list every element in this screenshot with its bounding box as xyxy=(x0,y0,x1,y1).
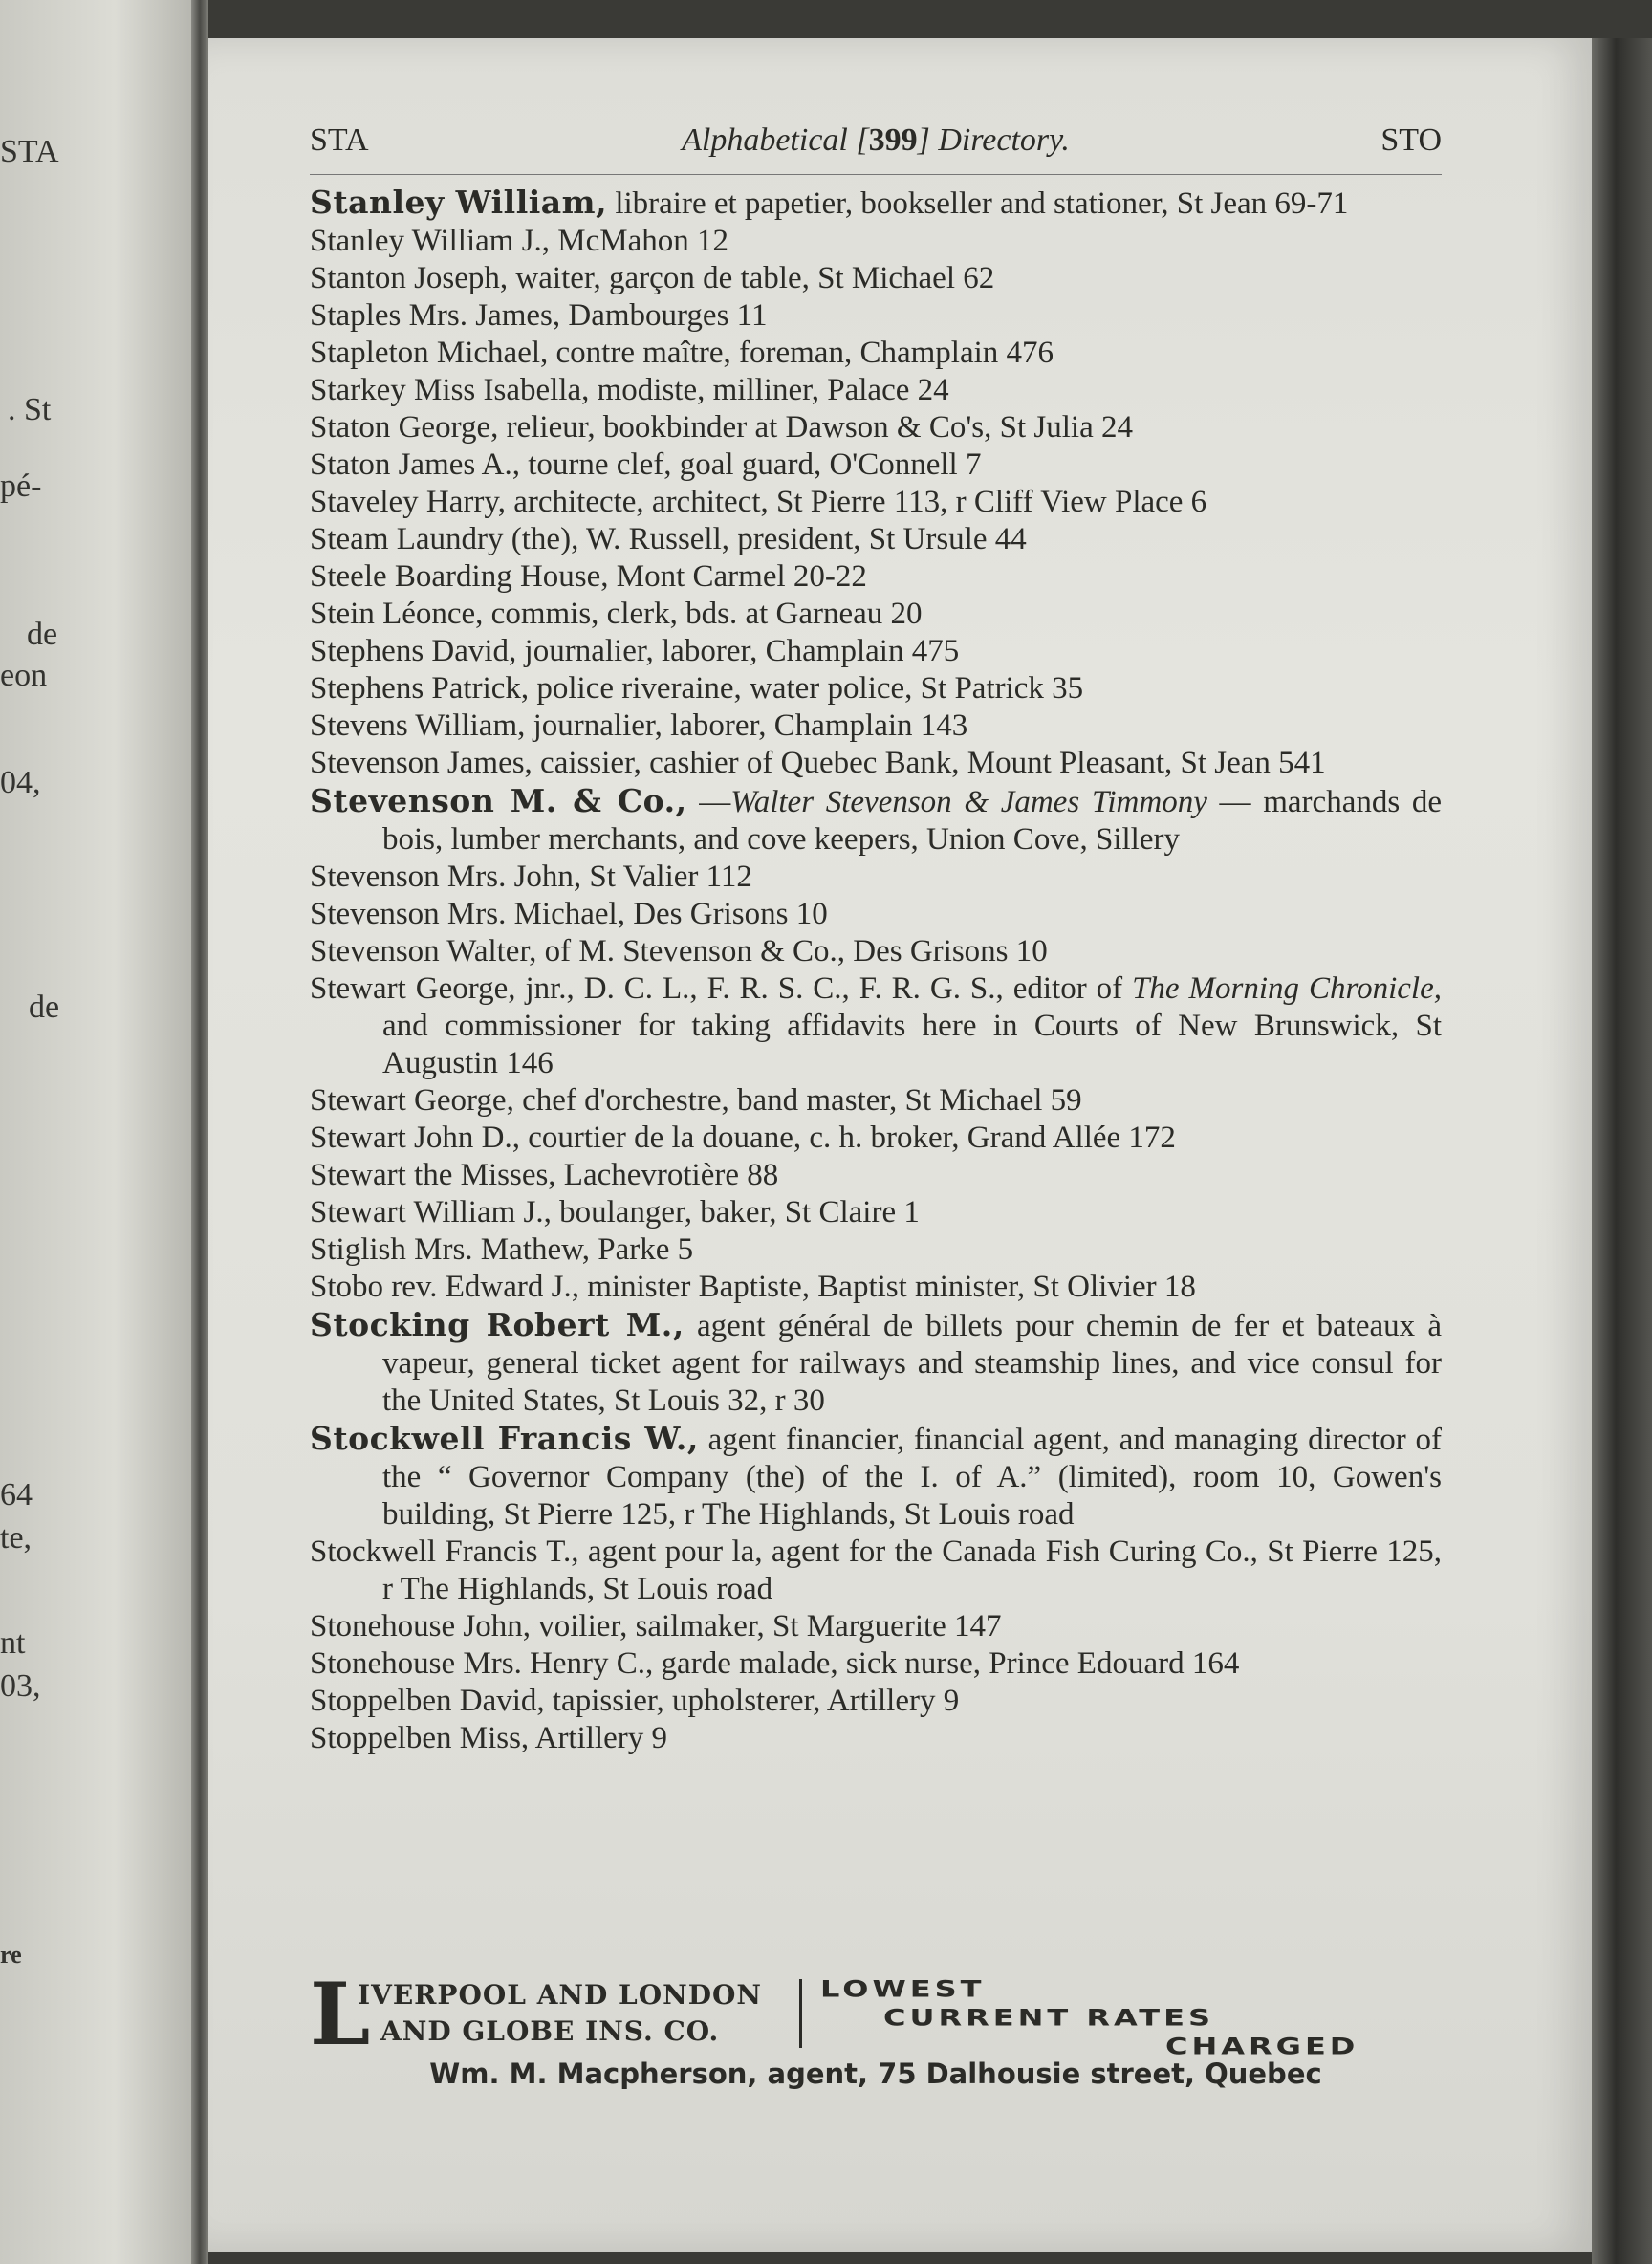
entry-text-after: and commissioner for taking affidavits here in Courts of New Brunswick, St Augustin 146 xyxy=(382,1009,1442,1080)
ad-line-2: AND GLOBE INS. CO. xyxy=(380,2015,720,2047)
entry-text: Stevens William, journalier, laborer, Champlain 143 xyxy=(310,708,968,743)
directory-entry xyxy=(310,1683,1442,1720)
directory-entry xyxy=(310,372,1442,409)
directory-entry xyxy=(310,1645,1442,1683)
header-title-post: ] Directory. xyxy=(917,122,1070,158)
entry-text: Staton George, relieur, bookbinder at Dawson & Co's, St Julia 24 xyxy=(310,410,1133,445)
directory-entry xyxy=(310,670,1442,708)
directory-entries xyxy=(310,184,1442,1757)
entry-text: Staveley Harry, architecte, architect, St Pierre 113, r Cliff View Place 6 xyxy=(310,485,1207,519)
running-header xyxy=(310,122,1442,168)
ad-rates-1: LOWEST xyxy=(820,1975,986,2003)
header-title xyxy=(310,122,1442,159)
facing-page-edge xyxy=(0,0,191,2264)
directory-entry xyxy=(310,1269,1442,1306)
directory-entry xyxy=(310,1534,1442,1608)
entry-name-bold: Stanley William, xyxy=(310,184,608,221)
header-rule xyxy=(310,174,1442,175)
directory-entry xyxy=(310,558,1442,596)
entry-text: Stanley William J., McMahon 12 xyxy=(310,224,729,258)
facing-page-fragment: 04, xyxy=(0,765,41,800)
facing-page-fragment: eon xyxy=(0,658,48,693)
facing-page-fragment: pé- xyxy=(0,468,42,504)
page-number: 399 xyxy=(868,122,918,158)
entry-text: Stobo rev. Edward J., minister Baptiste, Baptist minister, St Olivier 18 xyxy=(310,1270,1196,1304)
entry-text: Steele Boarding House, Mont Carmel 20-22 xyxy=(310,559,867,594)
entry-text: Stapleton Michael, contre maître, foreman, Champlain 476 xyxy=(310,336,1054,370)
entry-text: Stewart the Misses, Lachevrotière 88 xyxy=(310,1158,779,1192)
directory-entry xyxy=(310,409,1442,446)
directory-entry xyxy=(310,708,1442,745)
entry-text: Stein Léonce, commis, clerk, bds. at Garneau 20 xyxy=(310,597,923,631)
entry-text: Stewart George, jnr., D. C. L., F. R. S. C., F. R. G. S., editor of xyxy=(310,971,1133,1006)
directory-entry xyxy=(310,859,1442,896)
directory-entry xyxy=(310,223,1442,260)
entry-text: agent financier, financial agent, and managing director of the “ Governor Company (the) of the I. of A.” (limited), room 10, Gowen's building, St Pierre 125, r The Highlands, St Louis road xyxy=(382,1423,1443,1532)
directory-entry xyxy=(310,1120,1442,1157)
directory-entry xyxy=(310,745,1442,782)
entry-name-bold: Stocking Robert M., xyxy=(310,1306,685,1343)
entry-text: Staples Mrs. James, Dambourges 11 xyxy=(310,298,768,333)
entry-text: Stanton Joseph, waiter, garçon de table, St Michael 62 xyxy=(310,261,995,295)
entry-text: — xyxy=(686,785,731,819)
directory-entry xyxy=(310,896,1442,933)
directory-entry xyxy=(310,1306,1442,1420)
directory-entry xyxy=(310,1194,1442,1231)
directory-entry xyxy=(310,335,1442,372)
directory-entry xyxy=(310,446,1442,484)
entry-text: Stephens David, journalier, laborer, Champlain 475 xyxy=(310,634,960,668)
directory-entry xyxy=(310,297,1442,335)
entry-text: libraire et papetier, bookseller and stationer, St Jean 69-71 xyxy=(607,186,1349,221)
header-title-pre: Alphabetical [ xyxy=(682,122,869,158)
entry-text: Stewart William J., boulanger, baker, St Claire 1 xyxy=(310,1195,920,1230)
facing-page-fragment: re xyxy=(0,1941,22,1969)
directory-entry xyxy=(310,1720,1442,1757)
facing-page-fragment: STA xyxy=(0,134,59,169)
entry-italic: The Morning Chronicle, xyxy=(1132,971,1442,1006)
directory-entry xyxy=(310,521,1442,558)
ad-rates-3: CHARGED xyxy=(1165,2033,1359,2060)
ad-rates-2: CURRENT RATES xyxy=(883,2004,1215,2032)
entry-text: Stiglish Mrs. Mathew, Parke 5 xyxy=(310,1232,694,1267)
ad-initial: L xyxy=(310,1964,371,2065)
entry-text: Stonehouse John, voilier, sailmaker, St Marguerite 147 xyxy=(310,1609,1002,1644)
entry-text: agent général de billets pour chemin de fer et bateaux à vapeur, general ticket agent for railways and steamship lines, and vice consul for the United States, St Louis 32, r 30 xyxy=(382,1309,1443,1418)
facing-page-fragment: te, xyxy=(0,1520,33,1556)
entry-text: Stoppelben David, tapissier, upholsterer, Artillery 9 xyxy=(310,1684,960,1718)
page-edge xyxy=(1592,38,1652,2264)
entry-text: Stevenson James, caissier, cashier of Quebec Bank, Mount Pleasant, St Jean 541 xyxy=(310,746,1326,780)
directory-entry xyxy=(310,1082,1442,1120)
facing-page-fragment: . St xyxy=(8,392,52,427)
ad-line-1: IVERPOOL AND LONDON xyxy=(358,1979,762,2011)
entry-text: Stoppelben Miss, Artillery 9 xyxy=(310,1721,667,1755)
directory-entry xyxy=(310,260,1442,297)
entry-name-bold: Stevenson M. & Co., xyxy=(310,782,687,819)
entry-text: Stephens Patrick, police riveraine, water police, St Patrick 35 xyxy=(310,671,1084,706)
entry-text: Stevenson Mrs. John, St Valier 112 xyxy=(310,860,752,894)
directory-entry xyxy=(310,782,1442,859)
header-right: STO xyxy=(1380,122,1442,158)
entry-text: Stevenson Walter, of M. Stevenson & Co., Des Grisons 10 xyxy=(310,934,1048,969)
book-gutter xyxy=(191,0,208,2264)
entry-name-bold: Stockwell Francis W., xyxy=(310,1420,699,1457)
ad-footer: Wm. M. Macpherson, agent, 75 Dalhousie street, Quebec xyxy=(429,2057,1322,2090)
entry-text: Stevenson Mrs. Michael, Des Grisons 10 xyxy=(310,897,828,931)
facing-page-fragment: 03, xyxy=(0,1668,41,1704)
entry-text-after: — marchands de bois, lumber merchants, and cove keepers, Union Cove, Sillery xyxy=(382,785,1443,857)
facing-page-fragment: de xyxy=(29,990,60,1025)
entry-text: Stockwell Francis T., agent pour la, agent for the Canada Fish Curing Co., St Pierre 125, r The Highlands, St Louis road xyxy=(310,1535,1442,1606)
facing-page-fragment: 64 xyxy=(0,1477,33,1513)
directory-entry xyxy=(310,1157,1442,1194)
facing-page-fragment: nt xyxy=(0,1625,26,1661)
directory-entry xyxy=(310,596,1442,633)
entry-text: Starkey Miss Isabella, modiste, milliner, Palace 24 xyxy=(310,373,949,407)
directory-entry xyxy=(310,484,1442,521)
facing-page-fragment: de xyxy=(27,617,58,652)
entry-text: Stewart John D., courtier de la douane, c. h. broker, Grand Allée 172 xyxy=(310,1121,1176,1155)
directory-entry xyxy=(310,184,1442,223)
directory-entry xyxy=(310,933,1442,970)
entry-text: Steam Laundry (the), W. Russell, president, St Ursule 44 xyxy=(310,522,1027,556)
directory-entry xyxy=(310,1608,1442,1645)
directory-entry xyxy=(310,633,1442,670)
directory-entry xyxy=(310,970,1442,1082)
entry-italic: Walter Stevenson & James Timmony xyxy=(730,785,1207,819)
entry-text: Stewart George, chef d'orchestre, band master, St Michael 59 xyxy=(310,1083,1082,1118)
directory-entry xyxy=(310,1231,1442,1269)
header-left: STA xyxy=(310,122,369,158)
ad-divider xyxy=(799,1979,802,2048)
entry-text: Stonehouse Mrs. Henry C., garde malade, sick nurse, Prince Edouard 164 xyxy=(310,1646,1240,1681)
entry-text: Staton James A., tourne clef, goal guard, O'Connell 7 xyxy=(310,447,982,482)
directory-entry xyxy=(310,1420,1442,1534)
